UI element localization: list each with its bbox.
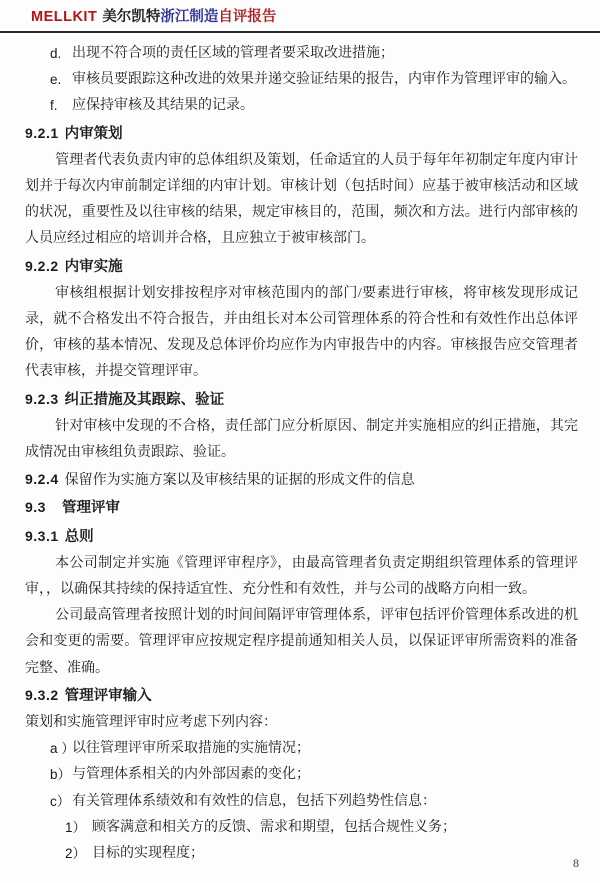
list-item-a [25, 736, 578, 762]
list-item-label: 2） [65, 846, 87, 862]
paragraph-9-3-1-a: 本公司制定并实施《管理评审程序》，由最高管理者负责定期组织管理体系的管理评审，，以确保其持续的保持适宜性、充分性和有效性，并与公司的战略方向相一致。 [25, 555, 578, 598]
heading-9-2-2 [25, 253, 578, 281]
heading-title: 保留作为实施方案以及审核结果的证据的形成文件的信息 [64, 473, 415, 489]
heading-title: 管理评审输入 [64, 687, 152, 704]
heading-9-3-1 [25, 523, 578, 551]
heading-title: 管理评审 [61, 500, 120, 517]
list-item-label: f. [50, 98, 58, 114]
list-item-text: 审核员要跟踪这种改进的效果并递交验证结果的报告，内审作为管理评审的输入。 [72, 72, 576, 88]
heading-number: 9.3.1 [25, 527, 59, 544]
list-item-d [25, 41, 578, 67]
heading-title: 内审实施 [64, 258, 123, 275]
document-header [0, 0, 600, 33]
heading-number: 9.2.3 [25, 390, 59, 407]
list-item-label: d. [50, 46, 62, 61]
heading-9-3-2 [25, 682, 578, 710]
list-item-text: 与管理体系相关的内外部因素的变化； [72, 767, 310, 783]
list-item-text: 目标的实现程度； [92, 846, 204, 862]
document-body [0, 33, 600, 867]
list-item-e [25, 67, 578, 93]
list-item-text: 出现不符合项的责任区域的管理者要采取改进措施； [72, 46, 394, 61]
list-item-label: c） [50, 793, 71, 809]
heading-number: 9.2.1 [25, 124, 59, 141]
heading-title: 纠正措施及其跟踪、验证 [64, 391, 225, 408]
header-company: 美尔凯特 [102, 9, 161, 25]
list-item-text: 以往管理评审所采取措施的实施情况； [72, 741, 310, 757]
paragraph-9-2-1: 管理者代表负责内审的总体组织及策划，任命适宜的人员于每年年初制定年度内审计划并于每次内审前制定详细的内审计划。审核计划（包括时间）应基于被审核活动和区域的状况，重要性及以往审核的结果，规定审核目的，范围，频次和方法。进行内部审核的人员应经过相应的培训并合格，且应独立于被审核部门。 [25, 152, 578, 247]
list-item-f [25, 93, 578, 119]
heading-number: 9.3 [25, 499, 46, 516]
paragraph-9-2-3: 针对审核中发现的不合格，责任部门应分析原因、制定并实施相应的纠正措施，其完成情况由审核组负责跟踪、验证。 [25, 418, 578, 461]
heading-number: 9.2.4 [25, 471, 59, 488]
heading-number: 9.3.2 [25, 686, 59, 703]
list-item-label: a ） [50, 741, 75, 757]
sub-list-item-1 [25, 815, 578, 841]
list-item-label: b） [50, 767, 72, 783]
list-item-label: e. [50, 72, 62, 88]
heading-9-2-4 [25, 466, 578, 494]
list-item-b [25, 762, 578, 788]
list-item-text: 应保持审核及其结果的记录。 [72, 98, 254, 114]
heading-9-2-3 [25, 386, 578, 414]
heading-9-2-1 [25, 120, 578, 148]
heading-title: 总则 [64, 528, 94, 545]
paragraph-9-3-1-b: 公司最高管理者按照计划的时间间隔评审管理体系，评审包括评价管理体系改进的机会和变更的需要。管理评审应按规定程序提前通知相关人员，以保证评审所需资料的准备完整、准确。 [25, 608, 578, 676]
paragraph-9-2-2: 审核组根据计划安排按程序对审核范围内的部门/要素进行审核，将审核发现形成记录，就不合格发出不符合报告，并由组长对本公司管理体系的符合性和有效性作出总体评价，审核的基本情况、发现及总体评价均应作为内审报告中的内容。审核报告应交管理者代表审核，并提交管理评审。 [25, 285, 578, 380]
list-item-label: 1） [65, 819, 87, 835]
heading-title: 内审策划 [64, 125, 123, 142]
paragraph-9-3-2-intro: 策划和实施管理评审时应考虑下列内容： [25, 715, 277, 731]
heading-number: 9.2.2 [25, 257, 59, 274]
list-item-text: 顾客满意和相关方的反馈、需求和期望，包括合规性义务； [92, 819, 456, 835]
header-title-part1: 浙江制造 [160, 9, 219, 25]
page-number: 8 [573, 856, 579, 870]
heading-9-3 [25, 494, 578, 522]
sub-list-item-2 [25, 841, 578, 867]
header-brand: MELLKIT [31, 9, 98, 25]
list-item-c [25, 789, 578, 815]
list-item-text: 有关管理体系绩效和有效性的信息，包括下列趋势性信息： [72, 793, 436, 809]
header-title-part2: 自评报告 [218, 9, 277, 25]
